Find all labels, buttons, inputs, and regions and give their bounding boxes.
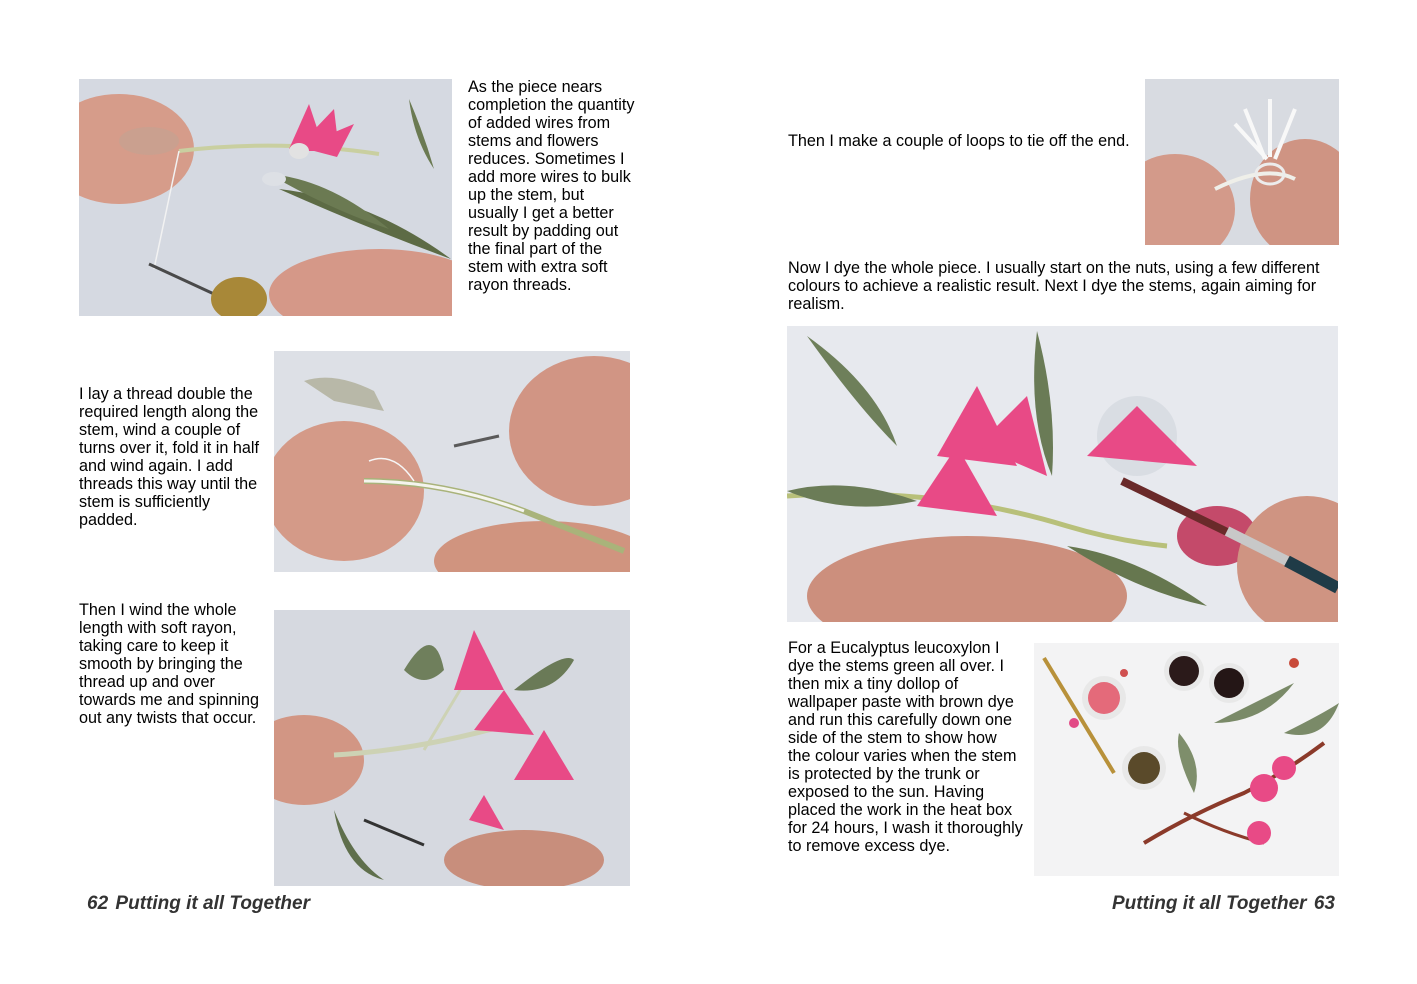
photo-dyeing-brush-graphic	[787, 326, 1338, 622]
photo-tie-off-loops	[1145, 79, 1339, 245]
photo-padding-stem	[274, 351, 630, 572]
right-footer-title: Putting it all Together	[1112, 893, 1307, 914]
photo-winding-rayon-graphic	[274, 610, 630, 886]
paragraph-dye-piece: Now I dye the whole piece. I usually start on the nuts, using a few different colours to achieve a realistic result. Next I dye the stems, again aiming for realism.	[788, 259, 1320, 313]
photo-dye-pots	[1034, 643, 1339, 876]
right-page-number: 63	[1313, 893, 1335, 914]
photo-padding-stem-graphic	[274, 351, 630, 572]
paragraph-wind-length: Then I wind the whole length with soft rayon, taking care to keep it smooth by bringing the thread up and over towards me and spinning out any twists that occur.	[79, 601, 259, 727]
right-footer	[1112, 893, 1337, 915]
photo-dye-pots-graphic	[1034, 643, 1339, 876]
paragraph-eucalyptus: For a Eucalyptus leucoxylon I dye the stems green all over. I then mix a tiny dollop of wallpaper paste with brown dye and run this carefully down one side of the stem to show how the colour varies when the stem is protected by the trunk or exposed to the sun. Having placed the work in the heat box for 24 hours, I wash it thoroughly to remove excess dye.	[788, 639, 1023, 855]
paragraph-completion: As the piece nears completion the quantity of added wires from stems and flowers reduces. Sometimes I add more wires to bulk up the stem, but usually I get a better result by padding out the final part of the stem with extra soft rayon threads.	[468, 78, 635, 294]
photo-flower-with-wire	[79, 79, 452, 316]
paragraph-loops: Then I make a couple of loops to tie off the end.	[788, 132, 1130, 150]
left-footer	[85, 893, 310, 915]
right-page	[708, 0, 1417, 984]
photo-dyeing-brush	[787, 326, 1338, 622]
photo-winding-rayon	[274, 610, 630, 886]
left-page-number: 62	[87, 893, 109, 914]
paragraph-lay-thread: I lay a thread double the required length along the stem, wind a couple of turns over it, fold it in half and wind again. I add threads this way until the stem is sufficiently padded.	[79, 385, 259, 529]
photo-tie-off-loops-graphic	[1145, 79, 1339, 245]
photo-flower-with-wire-graphic	[79, 79, 452, 316]
left-footer-title: Putting it all Together	[115, 893, 310, 914]
left-page	[0, 0, 708, 984]
